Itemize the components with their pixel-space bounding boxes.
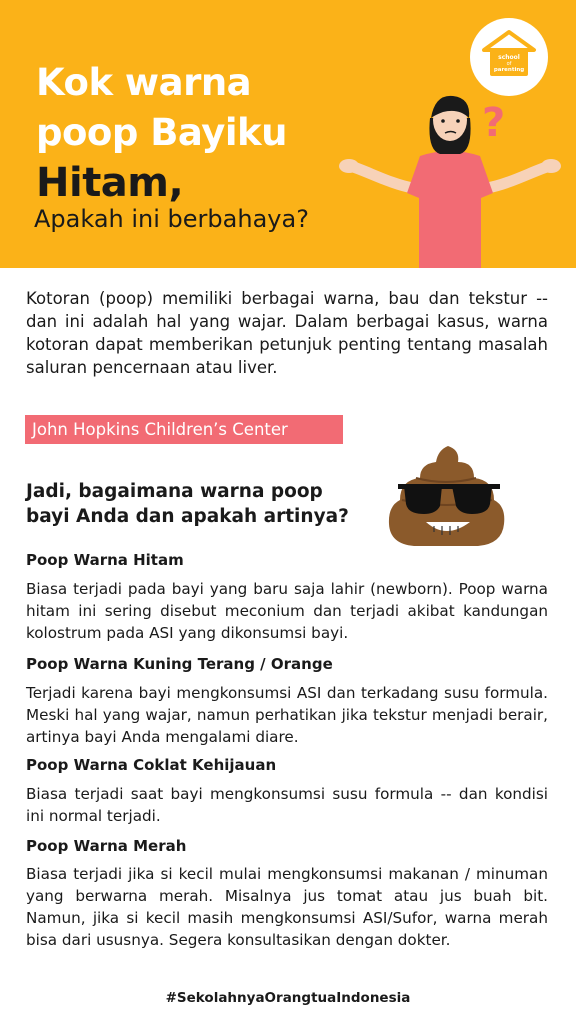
footer-hashtag: #SekolahnyaOrangtuaIndonesia [165,990,411,1006]
source-tag: John Hopkins Children’s Center [25,415,343,444]
question-line-2: bayi Anda dan apakah artinya? [26,506,349,527]
svg-text:school: school [498,54,520,61]
house-logo-icon [470,18,548,96]
section-title-yellow-orange: Poop Warna Kuning Terang / Orange [26,655,333,673]
page-title [36,58,287,208]
section-title-black: Poop Warna Hitam [26,551,184,569]
title-line-2: poop Bayiku [36,111,287,154]
confused-woman-illustration [335,88,565,268]
poop-sunglasses-icon [386,440,506,552]
section-body-yellow-orange: Terjadi karena bayi mengkonsumsi ASI dan terkadang susu formula. Meski hal yang wajar, namun perhatikan jika tekstur menjadi berair, artinya bayi Anda mengalami diare. [26,684,548,746]
section-body-brown-green: Biasa terjadi saat bayi mengkonsumsi susu formula -- dan kondisi ini normal terjadi. [26,785,548,825]
section-title-brown-green: Poop Warna Coklat Kehijauan [26,756,277,774]
title-line-3: Hitam, [36,160,184,206]
section-body-black: Biasa terjadi pada bayi yang baru saja lahir (newborn). Poop warna hitam ini sering disebut meconium dan terjadi akibat kandungan kolostrum pada ASI yang dikonsumsi bayi. [26,580,548,642]
header-banner [0,0,576,268]
question-line-1: Jadi, bagaimana warna poop [26,481,323,502]
section-question [26,479,386,529]
intro-paragraph: Kotoran (poop) memiliki berbagai warna, bau dan tekstur -- dan ini adalah hal yang wajar. Dalam berbagai kasus, warna kotoran dapat memberikan petunjuk penting tentang masalah saluran pencernaan atau liver. [26,289,548,377]
question-mark-icon: ? [482,100,506,146]
section-body-red: Biasa terjadi jika si kecil mulai mengkonsumsi makanan / minuman yang berwarna merah. Misalnya jus tomat atau jus buah bit. Namun, jika si kecil masih mengkonsumsi ASI/Sufor, warna merah bisa dari ususnya. Segera konsultasikan dengan dokter. [26,865,548,949]
section-title-red: Poop Warna Merah [26,837,187,855]
title-line-1: Kok warna [36,61,252,104]
svg-text:parenting: parenting [493,67,525,73]
school-of-parenting-logo [470,18,548,96]
page-subtitle: Apakah ini berbahaya? [34,205,309,233]
svg-text:of: of [506,61,512,67]
